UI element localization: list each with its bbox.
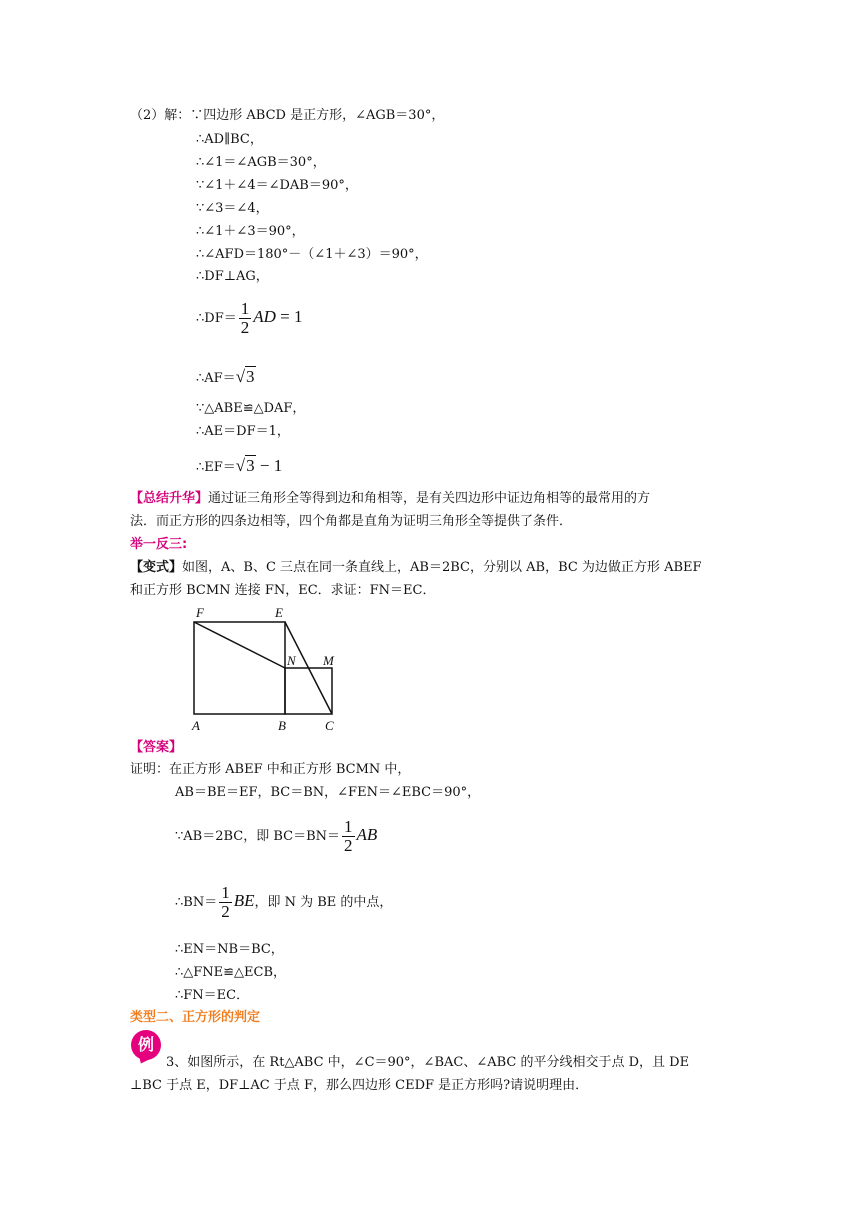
segment-fn: [194, 622, 285, 668]
label-n: N: [287, 653, 296, 668]
label-e: E: [275, 605, 283, 620]
solution-line-7: ∴∠AFD＝180°－（∠1＋∠3）＝90°，: [196, 247, 428, 262]
type2-heading: 类型二、正方形的判定: [130, 1010, 261, 1025]
square-abef: [194, 622, 285, 714]
label-c: C: [325, 718, 334, 733]
solution-line-2: ∴AD∥BC，: [196, 132, 263, 147]
solution-line-8: ∴DF⊥AG，: [196, 269, 269, 284]
practice-heading: 举一反三:: [130, 537, 188, 552]
summary-tag: 【总结升华】: [130, 491, 209, 506]
answer-line-2: AB＝BE＝EF，BC＝BN，∠FEN＝∠EBC＝90°，: [175, 785, 481, 800]
solution-line-12: ∴AE＝DF＝1，: [196, 424, 290, 439]
summary-line-1: 【总结升华】通过证三角形全等得到边和角相等，是有关四边形中证边角相等的最常用的方: [130, 491, 651, 506]
variant-line-2: 和正方形 BCMN 连接 FN，EC．求证：FN＝EC．: [130, 583, 436, 598]
solution-line-4: ∵∠1＋∠4＝∠DAB＝90°，: [196, 178, 358, 193]
solution-line-13: ∴EF＝√3 − 1: [196, 456, 283, 475]
solution-line-10: ∴AF＝√3: [196, 367, 255, 386]
square-bcmn: [285, 668, 332, 714]
solution-line-3: ∴∠1＝∠AGB＝30°，: [196, 155, 326, 170]
answer-line-4: ∴BN＝ $\frac{1}{2}$ BE，即 N 为 BE 的中点，: [175, 883, 393, 921]
summary-line-2: 法．而正方形的四条边相等，四个角都是直角为证明三角形全等提供了条件．: [130, 514, 573, 529]
label-f: F: [196, 605, 204, 620]
label-b: B: [278, 718, 286, 733]
example-line-1: 3、如图所示，在 Rt△ABC 中，∠C＝90°，∠BAC、∠ABC 的平分线相交于点 D，且 DE: [166, 1055, 690, 1070]
solution-line-1: （2）解：∵四边形 ABCD 是正方形，∠AGB＝30°，: [130, 108, 445, 123]
geometry-figure: [186, 602, 346, 736]
answer-tag: 【答案】: [130, 740, 183, 755]
solution-line-11: ∵△ABE≌△DAF，: [196, 401, 306, 416]
example-line-2: ⊥BC 于点 E，DF⊥AC 于点 F，那么四边形 CEDF 是正方形吗?请说明理由．: [130, 1078, 589, 1093]
solution-line-6: ∴∠1＋∠3＝90°，: [196, 224, 305, 239]
label-m: M: [323, 653, 334, 668]
answer-line-5: ∴EN＝NB＝BC，: [175, 942, 284, 957]
answer-line-3: ∵AB＝2BC，即 BC＝BN＝ $\frac{1}{2}$ AB: [175, 817, 378, 855]
answer-line-6: ∴△FNE≌△ECB，: [175, 965, 287, 980]
variant-tag: 【变式】: [130, 560, 183, 575]
solution-line-5: ∵∠3＝∠4，: [196, 201, 269, 216]
solution-line-9: ∴DF＝ $\frac{1}{2}$ AD = 1: [196, 299, 303, 337]
example-badge-icon: 例: [131, 1030, 161, 1060]
answer-line-1: 证明：在正方形 ABEF 中和正方形 BCMN 中，: [130, 762, 411, 777]
label-a: A: [192, 718, 200, 733]
variant-line-1: 【变式】如图，A、B、C 三点在同一条直线上，AB＝2BC，分别以 AB，BC 为边做正方形 ABEF: [130, 560, 702, 575]
answer-line-7: ∴FN＝EC．: [175, 988, 250, 1003]
